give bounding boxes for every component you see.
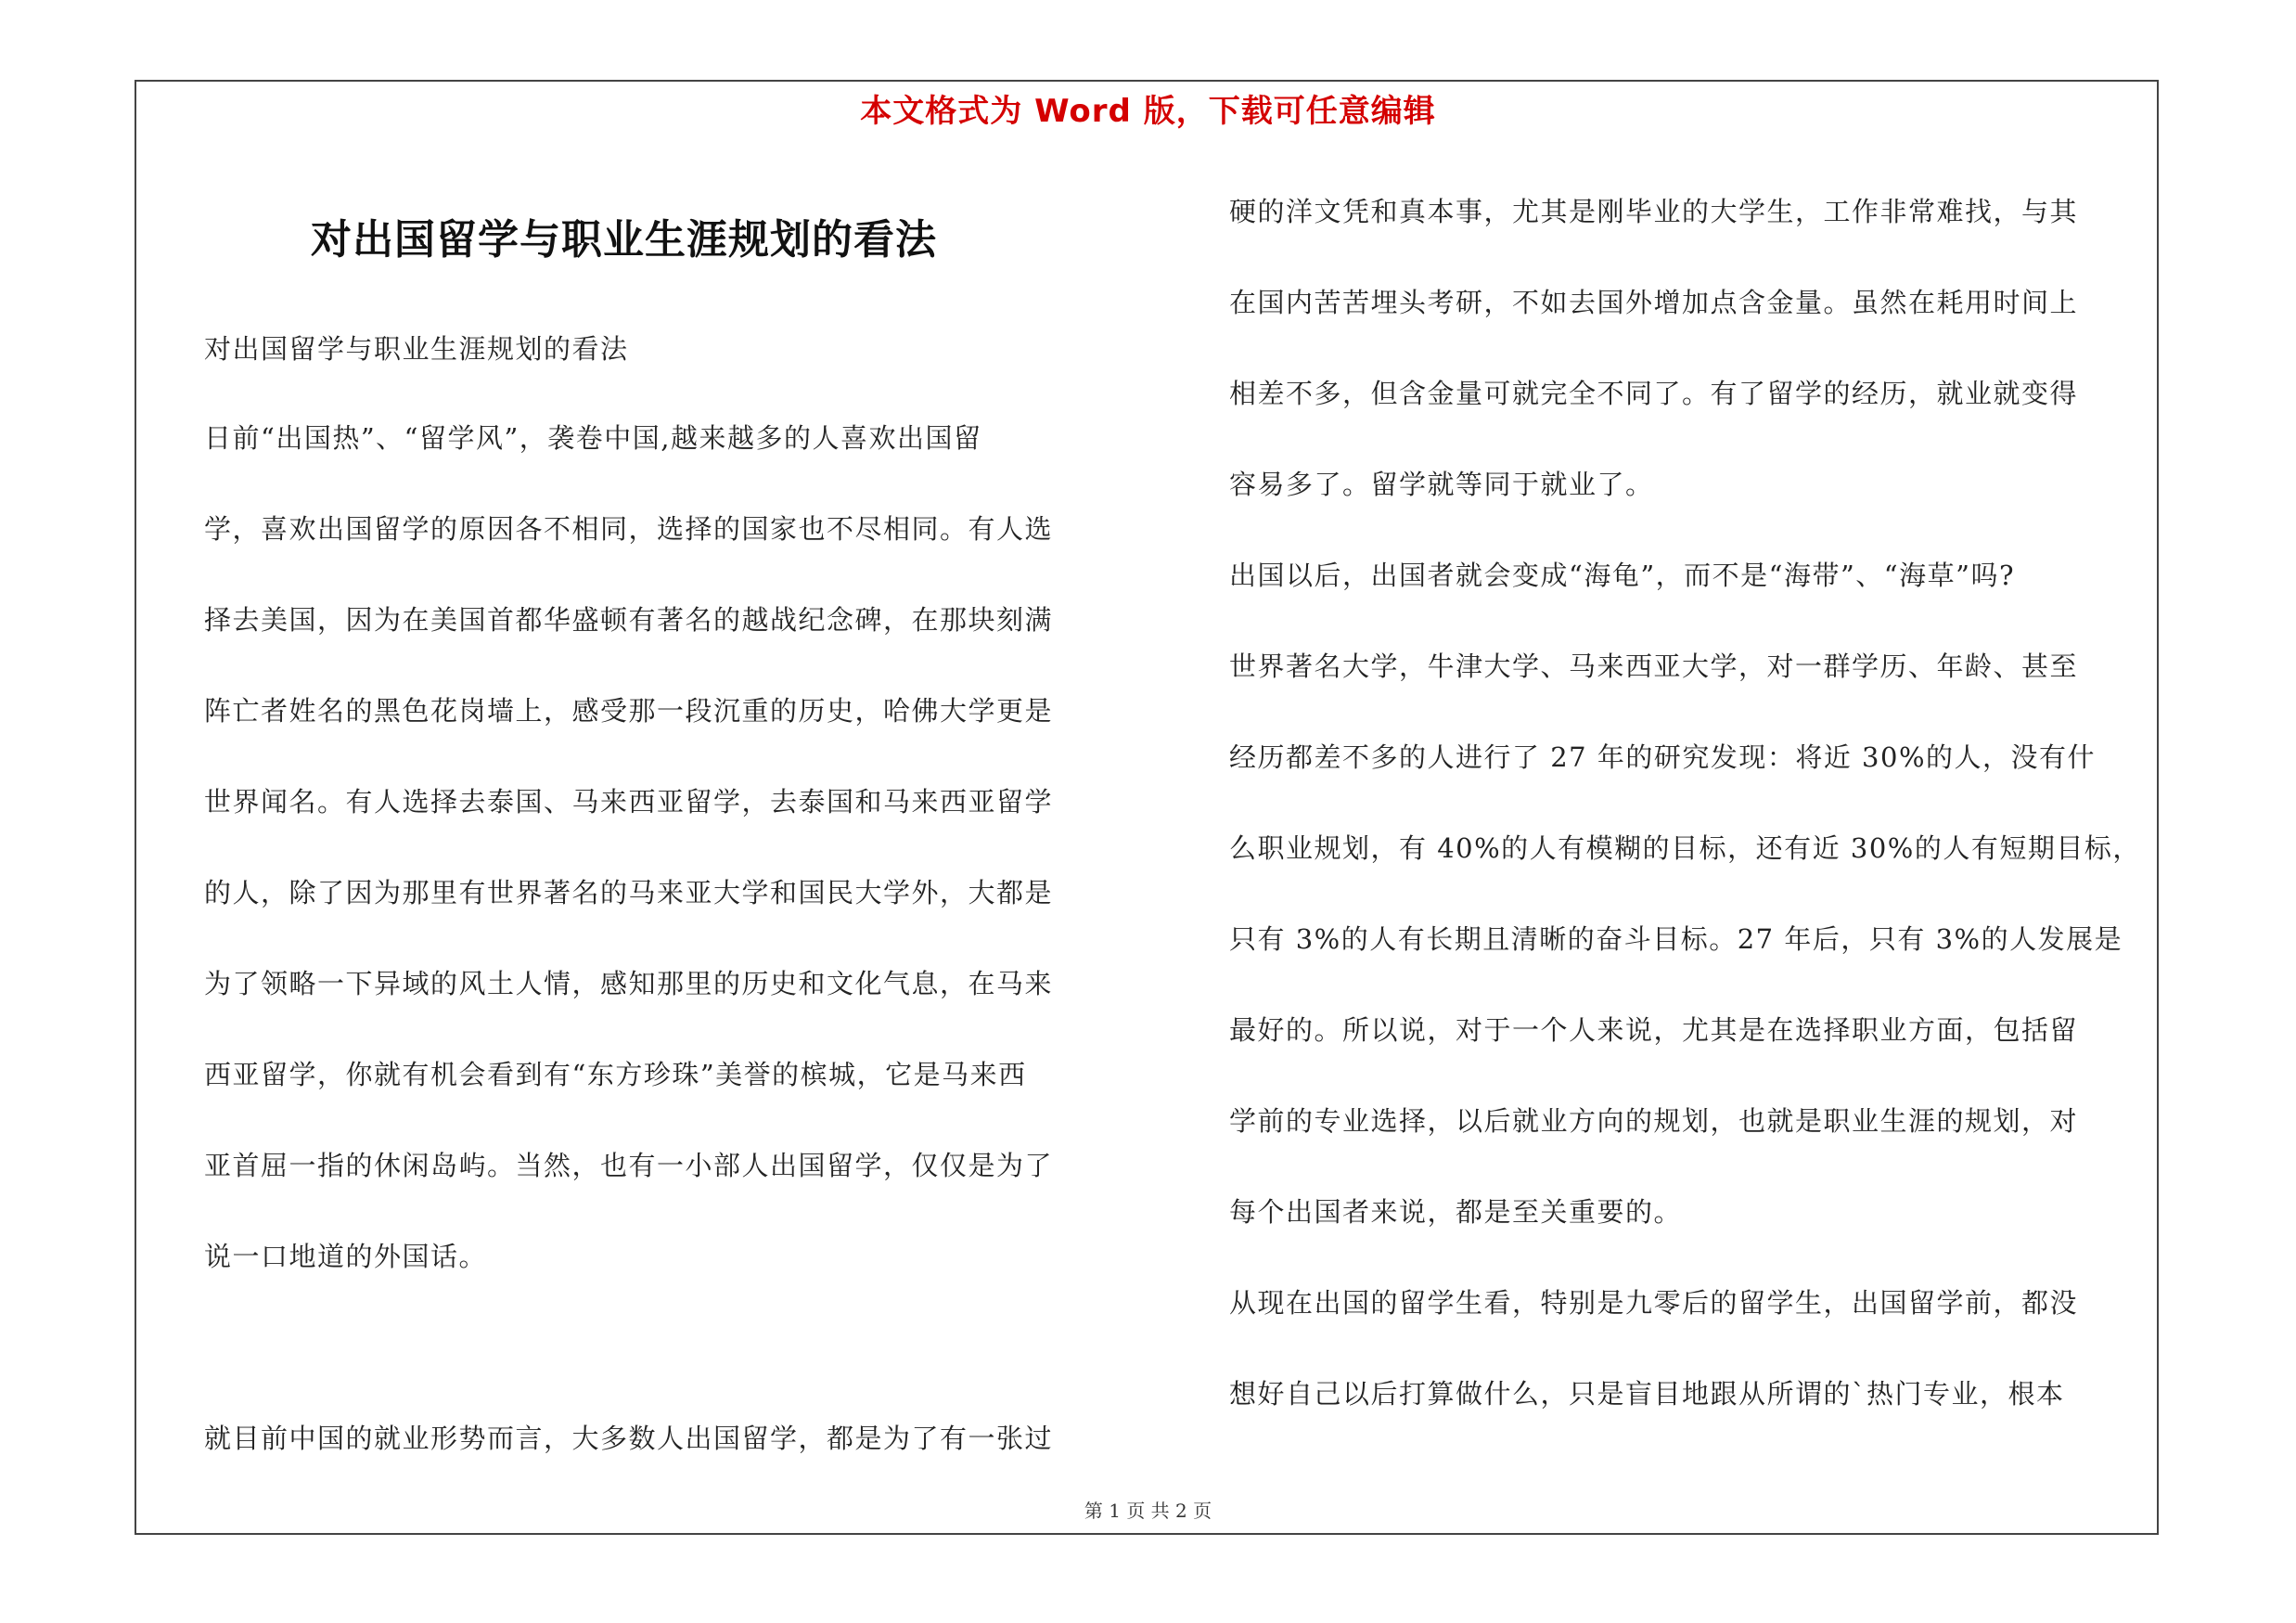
- word-format-banner: 本文格式为 Word 版，下载可任意编辑: [860, 93, 1436, 130]
- paragraph-line: 西亚留学，你就有机会看到有“东方珍珠”美誉的槟城，它是马来西: [204, 1059, 1027, 1090]
- paragraph-line: 么职业规划，有 40%的人有模糊的目标，还有近 30%的人有短期目标，: [1229, 832, 2141, 864]
- paragraph-line: 出国以后，出国者就会变成“海龟”，而不是“海带”、“海草”吗?: [1229, 560, 2016, 591]
- paragraph-line: 说一口地道的外国话。: [204, 1241, 488, 1272]
- paragraph-line: 日前“出国热”、“留学风”，袭卷中国,越来越多的人喜欢出国留: [204, 422, 982, 454]
- paragraph-line: 想好自己以后打算做什么，只是盲目地跟从所谓的`热门专业，根本: [1229, 1378, 2065, 1410]
- paragraph-line: 的人，除了因为那里有世界著名的马来亚大学和国民大学外，大都是: [204, 877, 1054, 908]
- page-number-footer: 第 1 页 共 2 页: [1084, 1500, 1212, 1522]
- paragraph-line: 择去美国，因为在美国首都华盛顿有著名的越战纪念碑，在那块刻满: [204, 604, 1054, 636]
- paragraph-line: 就目前中国的就业形势而言，大多数人出国留学，都是为了有一张过: [204, 1423, 1054, 1454]
- paragraph-line: 世界著名大学，牛津大学、马来西亚大学，对一群学历、年龄、甚至: [1229, 650, 2079, 682]
- paragraph-line: 学，喜欢出国留学的原因各不相同，选择的国家也不尽相同。有人选: [204, 513, 1054, 545]
- paragraph-line: 亚首屈一指的休闲岛屿。当然，也有一小部人出国留学，仅仅是为了: [204, 1150, 1054, 1181]
- paragraph-line: 硬的洋文凭和真本事，尤其是刚毕业的大学生，工作非常难找，与其: [1229, 196, 2079, 227]
- paragraph-line: 对出国留学与职业生涯规划的看法: [204, 333, 629, 365]
- paragraph-line: 只有 3%的人有长期且清晰的奋斗目标。27 年后，只有 3%的人发展是: [1229, 923, 2123, 955]
- paragraph-line: 在国内苦苦埋头考研，不如去国外增加点含金量。虽然在耗用时间上: [1229, 287, 2079, 318]
- paragraph-line: 经历都差不多的人进行了 27 年的研究发现：将近 30%的人，没有什: [1229, 741, 2097, 773]
- paragraph-line: 每个出国者来说，都是至关重要的。: [1229, 1196, 1683, 1228]
- paragraph-line: 相差不多，但含金量可就完全不同了。有了留学的经历，就业就变得: [1229, 378, 2079, 409]
- paragraph-line: 容易多了。留学就等同于就业了。: [1229, 469, 1654, 500]
- document-title: 对出国留学与职业生涯规划的看法: [311, 216, 937, 264]
- paragraph-line: 最好的。所以说，对于一个人来说，尤其是在选择职业方面，包括留: [1229, 1014, 2079, 1046]
- paragraph-line: 世界闻名。有人选择去泰国、马来西亚留学，去泰国和马来西亚留学: [204, 786, 1054, 818]
- paragraph-line: 为了领略一下异域的风土人情，感知那里的历史和文化气息，在马来: [204, 968, 1054, 999]
- paragraph-line: 从现在出国的留学生看，特别是九零后的留学生，出国留学前，都没: [1229, 1287, 2079, 1319]
- paragraph-line: 学前的专业选择，以后就业方向的规划，也就是职业生涯的规划，对: [1229, 1105, 2079, 1137]
- paragraph-line: 阵亡者姓名的黑色花岗墙上，感受那一段沉重的历史，哈佛大学更是: [204, 695, 1054, 727]
